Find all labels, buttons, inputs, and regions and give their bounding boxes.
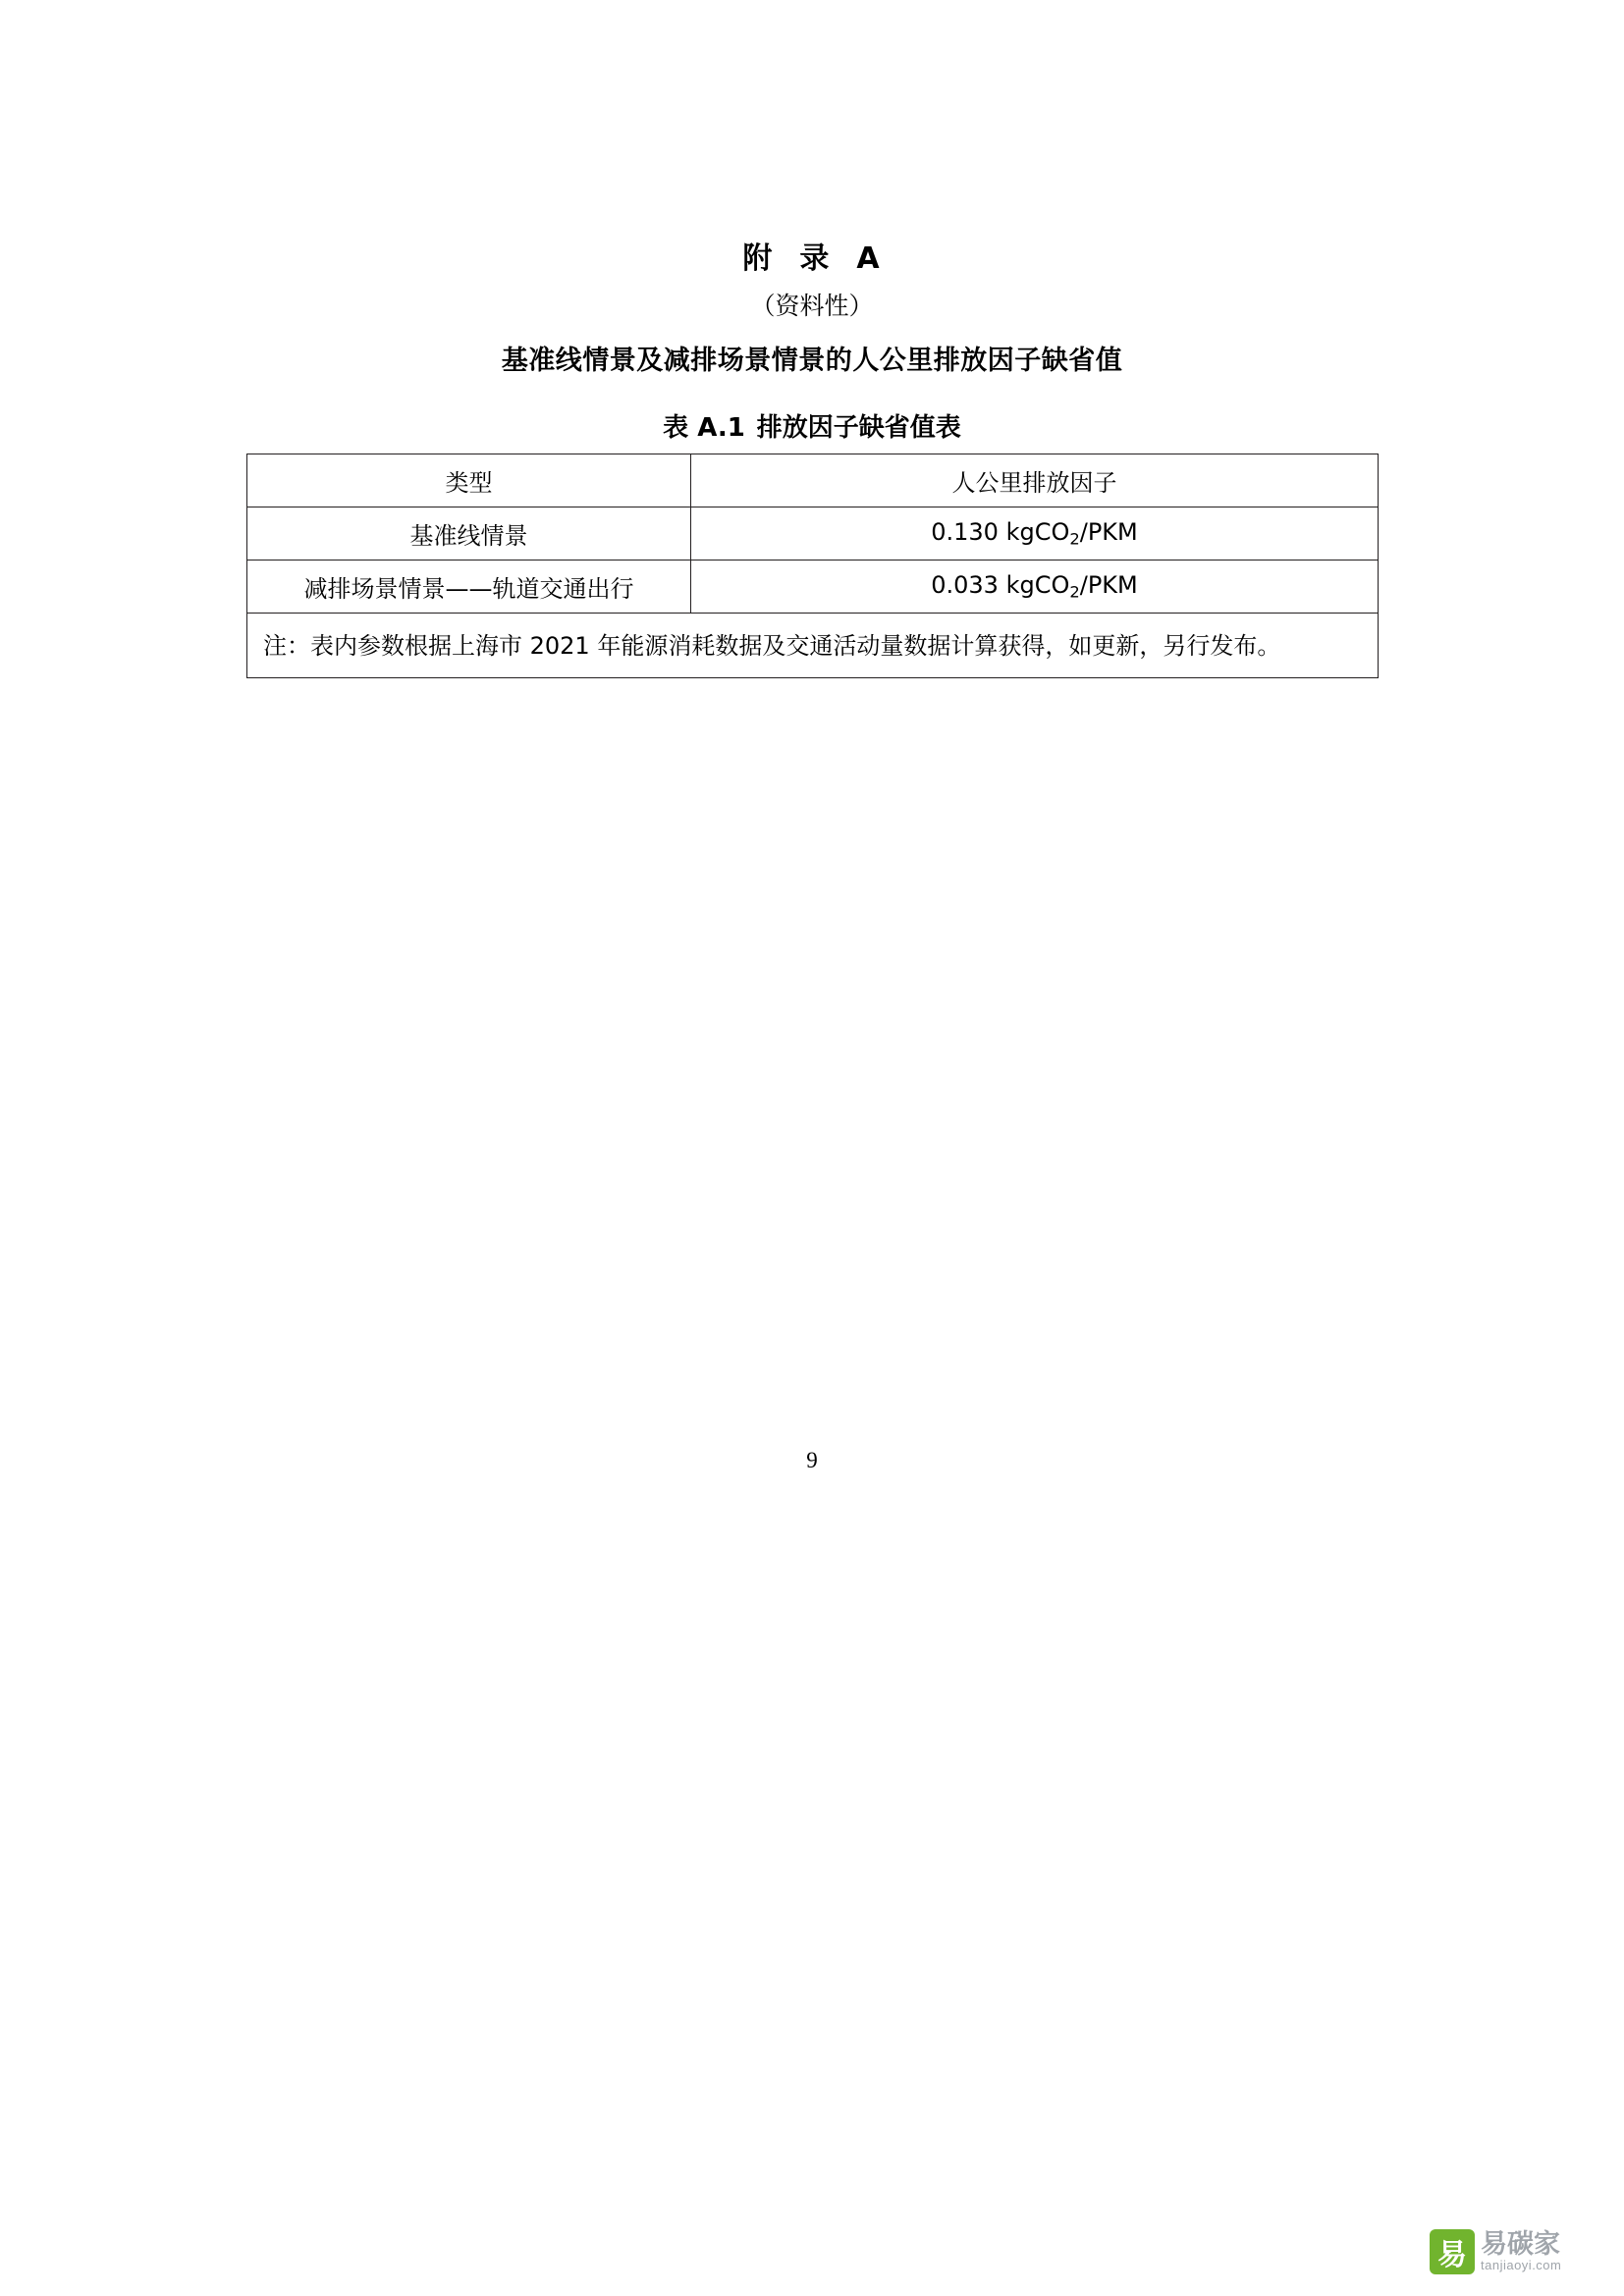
value-unit-sub: 2 [1069, 582, 1080, 602]
table-caption [0, 407, 1624, 444]
appendix-title-letter: A [856, 241, 882, 276]
value-number: 0.033 [931, 571, 999, 600]
appendix-title [0, 234, 1624, 277]
table-caption-text: 排放因子缺省值表 [756, 413, 961, 443]
appendix-title-mid: 录 [799, 241, 832, 276]
site-watermark-logo [1430, 2223, 1606, 2280]
table-note [247, 614, 1379, 678]
row-value-rail [691, 561, 1379, 614]
value-number: 0.130 [931, 518, 999, 547]
value-unit-suffix: /PKM [1079, 571, 1138, 600]
row-type-baseline: 基准线情景 [247, 507, 691, 561]
logo-name-en: tanjiaoyi.com [1481, 2258, 1562, 2273]
table-header-type: 类型 [247, 454, 691, 507]
table-header-row [247, 454, 1379, 507]
value-unit-prefix: kgCO [1005, 571, 1070, 600]
row-type-rail: 减排场景情景——轨道交通出行 [247, 561, 691, 614]
table-note-row [247, 614, 1379, 678]
page-number: 9 [806, 1448, 818, 1472]
note-text: 表内参数根据上海市 2021 年能源消耗数据及交通活动量数据计算获得，如更新，另行发布。 [310, 631, 1281, 660]
table-row [247, 507, 1379, 561]
table-caption-label: 表 A.1 [663, 413, 745, 443]
table-header-factor: 人公里排放因子 [691, 454, 1379, 507]
logo-mark-icon: 易 [1430, 2229, 1475, 2274]
logo-text [1481, 2231, 1561, 2272]
note-label: 注： [263, 631, 310, 660]
appendix-name: 基准线情景及减排场景情景的人公里排放因子缺省值 [501, 346, 1123, 376]
value-unit-suffix: /PKM [1079, 518, 1138, 547]
appendix-title-prefix: 附 [742, 241, 775, 276]
logo-name-cn: 易碳家 [1481, 2229, 1560, 2260]
appendix-subtitle: （资料性） [750, 292, 874, 320]
emission-factor-table [246, 454, 1379, 678]
value-unit-prefix: kgCO [1005, 518, 1070, 547]
value-unit-sub: 2 [1069, 529, 1080, 549]
row-value-baseline [691, 507, 1379, 561]
table-row [247, 561, 1379, 614]
